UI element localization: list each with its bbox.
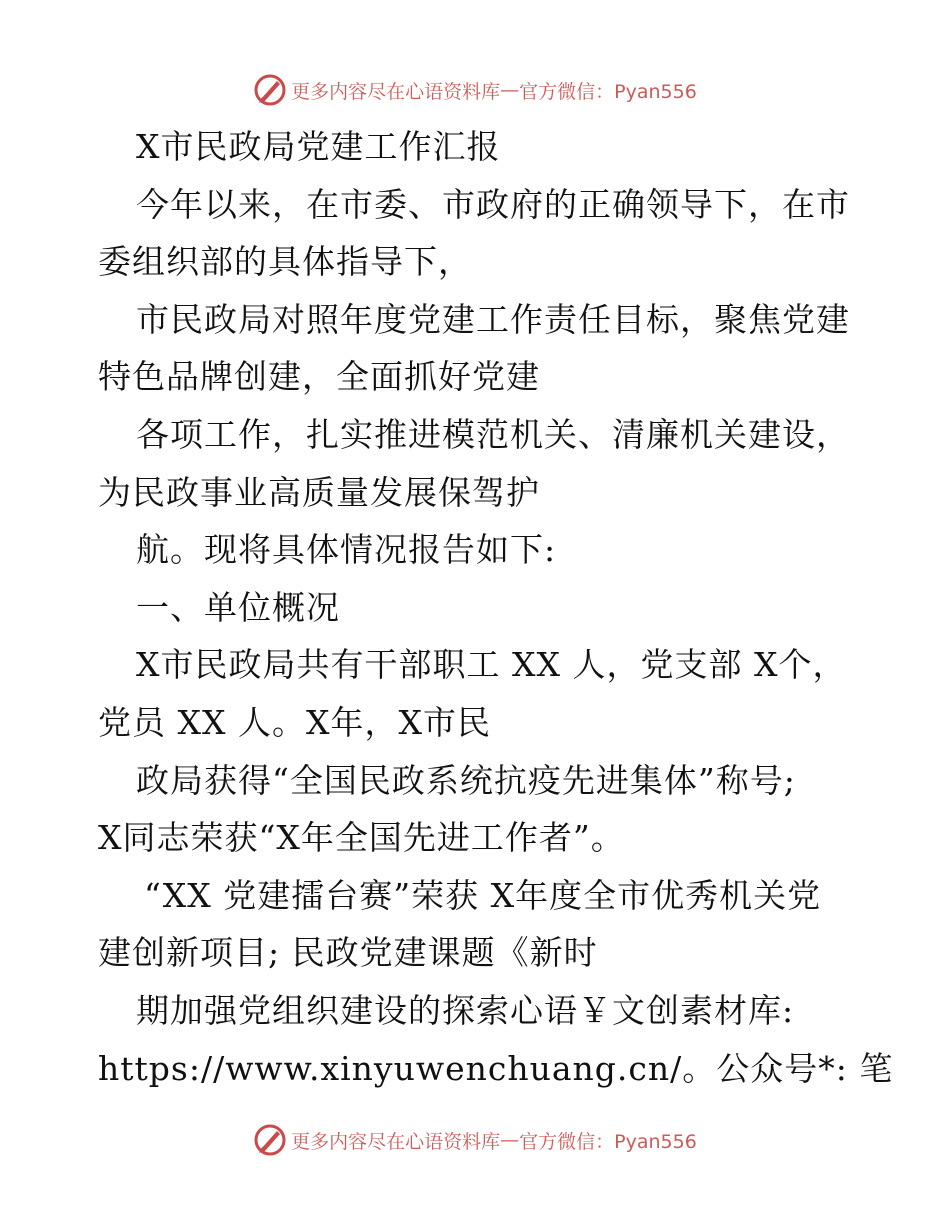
paragraph-line: 委组织部的具体指导下，	[98, 242, 472, 282]
paragraph-line: 政局获得“全国民政系统抗疫先进集体”称号;	[136, 760, 796, 800]
section-heading: 一、单位概况	[136, 587, 340, 627]
pen-circle-logo-icon	[253, 1123, 287, 1157]
document-body	[98, 118, 894, 1097]
watermark-wechat-text: 官方微信：Pyan556	[519, 80, 697, 103]
watermark-main-text: 更多内容尽在心语资料库	[291, 80, 501, 103]
watermark-wechat-text: 官方微信：Pyan556	[519, 1130, 697, 1153]
header-watermark-banner	[0, 70, 950, 110]
paragraph-line: https://www.xinyuwenchuang.cn/。公众号*: 笔	[98, 1048, 894, 1088]
paragraph-line: 期加强党组织建设的探索心语￥文创素材库:	[136, 990, 795, 1030]
paragraph-line: 今年以来，在市委、市政府的正确领导下，在市	[136, 184, 850, 224]
paragraph-line: 航。现将具体情况报告如下:	[136, 530, 557, 570]
paragraph-line: “XX 党建擂台赛”荣获 X年度全市优秀机关党	[144, 875, 822, 915]
paragraph-line: 为民政事业高质量发展保驾护	[98, 472, 540, 512]
paragraph-line: X同志荣获“X年全国先进工作者”。	[98, 818, 625, 858]
document-title: X市民政局党建工作汇报	[136, 127, 501, 166]
pen-circle-logo-icon	[253, 73, 287, 107]
paragraph-line: X市民政局共有干部职工 XX 人，党支部 X个，	[136, 645, 847, 685]
watermark-main-text: 更多内容尽在心语资料库	[291, 1130, 501, 1153]
watermark-separator: —	[500, 79, 520, 101]
paragraph-line: 党员 XX 人。X年，X市民	[98, 702, 491, 742]
paragraph-line: 各项工作，扎实推进模范机关、清廉机关建设，	[136, 414, 850, 454]
paragraph-line: 市民政局对照年度党建工作责任目标，聚焦党建	[136, 299, 850, 339]
watermark-separator: —	[500, 1129, 520, 1151]
footer-watermark-banner	[0, 1120, 950, 1160]
paragraph-line: 建创新项目; 民政党建课题《新时	[98, 933, 598, 973]
paragraph-line: 特色品牌创建，全面抓好党建	[98, 357, 540, 397]
